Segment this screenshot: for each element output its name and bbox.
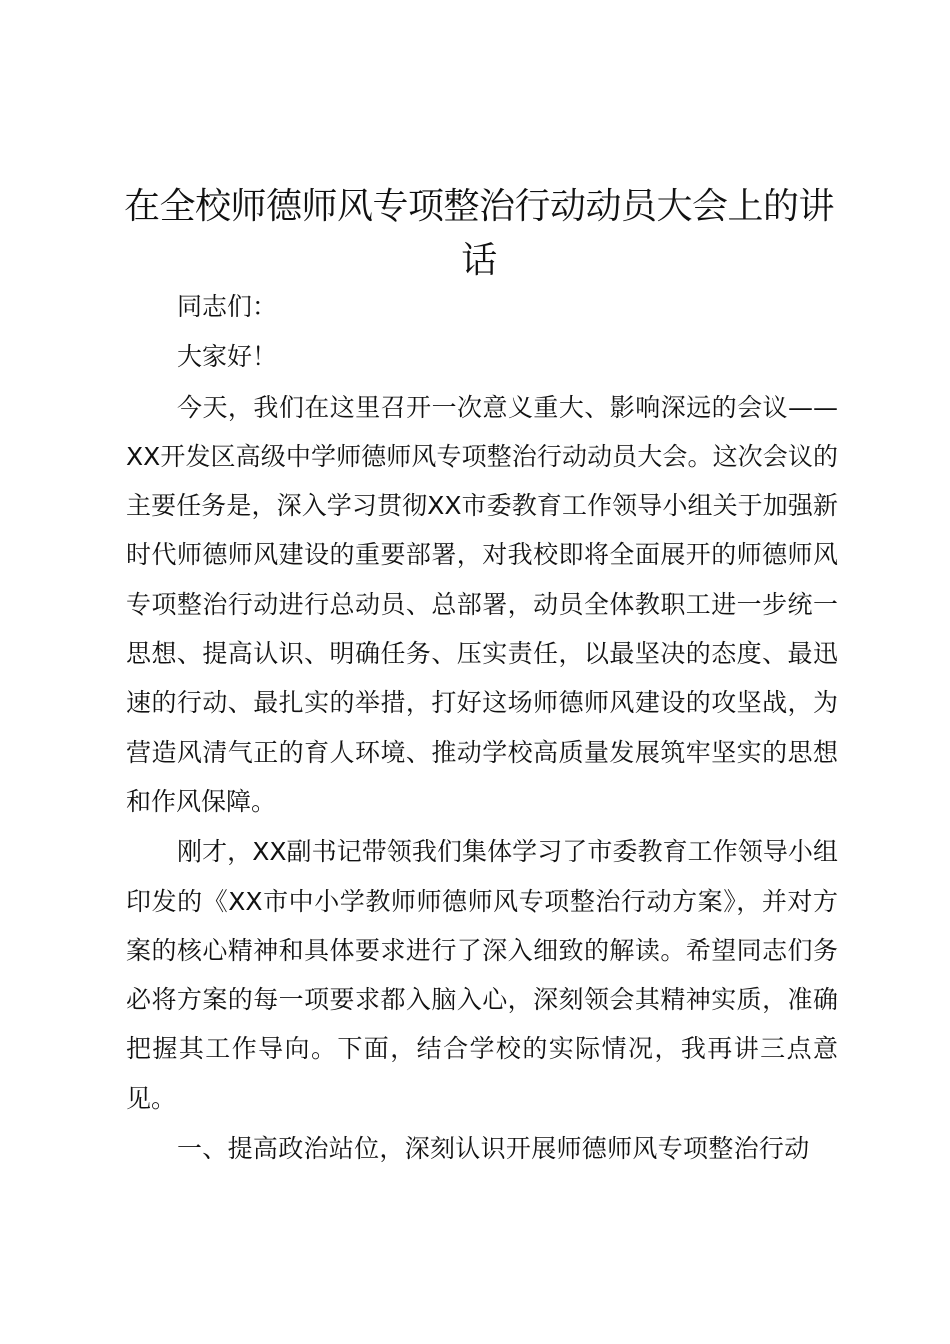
salutation: 同志们： [177,292,278,321]
section-heading-1: 一、提高政治站位，深刻认识开展师德师风专项整治行动 [177,1134,810,1164]
greeting: 大家好！ [177,342,278,372]
paragraph-2: 刚才，XX副书记带领我们集体学习了市委教育工作领导小组印发的《XX市中小学教师师德师风专项整治行动方案》，并对方案的核心精神和具体要求进行了深入细致的解读。希望同志们务必将方案的每一项要求都入脑入心，深刻领会其精神实质，准确把握其工作导向。下面，结合学校的实际情况，我再讲三点意见。 [126,837,838,1113]
document-body [126,282,838,1174]
paragraph-1: 今天，我们在这里召开一次意义重大、影响深远的会议——XX开发区高级中学师德师风专项整治行动动员大会。这次会议的主要任务是，深入学习贯彻XX市委教育工作领导小组关于加强新时代师德师风建设的重要部署，对我校即将全面展开的师德师风专项整治行动进行总动员、总部署，动员全体教职工进一步统一思想、提高认识、明确任务、压实责任，以最坚决的态度、最迅速的行动、最扎实的举措，打好这场师德师风建设的攻坚战，为营造风清气正的育人环境、推动学校高质量发展筑牢坚实的思想和作风保障。 [126,392,838,816]
document-title: 在全校师德师风专项整治行动动员大会上的讲话 [123,186,834,281]
